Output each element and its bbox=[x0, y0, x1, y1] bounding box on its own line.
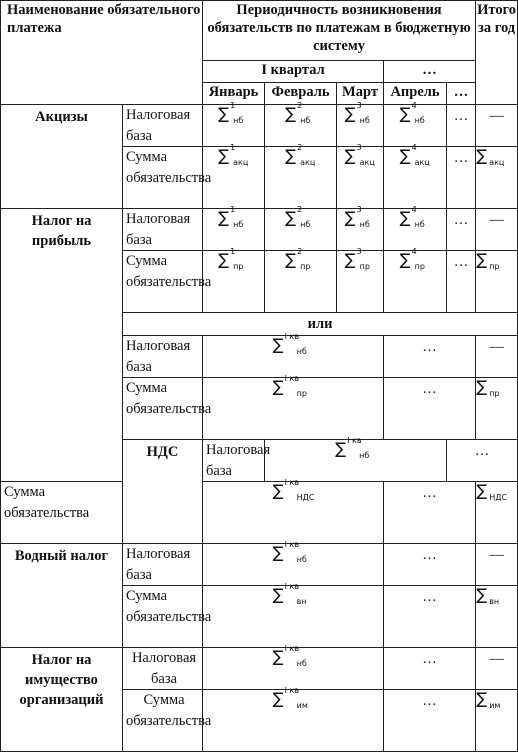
profit-sum-apr: ∑ 4 пр bbox=[384, 251, 447, 313]
profit-sum-feb: ∑ 2 пр bbox=[265, 251, 337, 313]
base-label-profit-q: Налоговая база bbox=[123, 336, 203, 378]
excise-base-total: — bbox=[476, 105, 518, 147]
base-label-profit: Налоговая база bbox=[123, 209, 203, 251]
water-q-base: ∑ I кв нб bbox=[203, 544, 384, 586]
sum-label-profit: Сумма обязательства bbox=[123, 251, 203, 313]
tax-name-water: Водный налог bbox=[1, 544, 123, 648]
base-label-property: Налоговая база bbox=[123, 648, 203, 690]
property-base-total: — bbox=[476, 648, 518, 690]
header-month-jan: Январь bbox=[203, 83, 265, 105]
header-quarter-1: I квартал bbox=[203, 61, 384, 83]
profit-sum-jan: ∑ 1 пр bbox=[203, 251, 265, 313]
property-sum-total: ∑ им bbox=[476, 690, 518, 752]
sum-label-property: Сумма обязательства bbox=[123, 690, 203, 752]
header-name: Наименование обязательного платежа bbox=[7, 2, 201, 36]
profit-q-sum: ∑ I кв пр bbox=[203, 378, 384, 440]
profit-base-jan: ∑ 1 нб bbox=[203, 209, 265, 251]
property-base-more: … bbox=[384, 648, 476, 690]
property-sum-more: … bbox=[384, 690, 476, 752]
base-label-excise: Налоговая база bbox=[123, 105, 203, 147]
profit-base-mar: ∑ 3 нб bbox=[337, 209, 384, 251]
sum-label-vat: Сумма обязательства bbox=[1, 482, 123, 544]
excise-sum-total: ∑ акц bbox=[476, 147, 518, 209]
vat-q-sum: ∑ I кв НДС bbox=[203, 482, 384, 544]
excise-sum-feb: ∑ 2 акц bbox=[265, 147, 337, 209]
tax-name-profit: Налог на прибыль bbox=[1, 209, 123, 482]
base-label-vat: Налоговая база bbox=[203, 440, 265, 482]
profit-q-sum-more: … bbox=[384, 378, 476, 440]
excise-sum-apr: ∑ 4 акц bbox=[384, 147, 447, 209]
profit-sum-more: … bbox=[447, 251, 476, 313]
water-base-total: — bbox=[476, 544, 518, 586]
vat-q-base: ∑ I кв нб bbox=[265, 440, 447, 482]
header-month-apr: Апрель bbox=[384, 83, 447, 105]
header-name-cell bbox=[1, 1, 203, 105]
excise-base-feb: ∑ 2 нб bbox=[265, 105, 337, 147]
vat-sum-more: … bbox=[384, 482, 476, 544]
or-separator: или bbox=[123, 313, 518, 336]
vat-sum-total: ∑ НДС bbox=[476, 482, 518, 544]
header-total: Итого за год bbox=[477, 2, 517, 36]
excise-sum-mar: ∑ 3 акц bbox=[337, 147, 384, 209]
water-sum-total: ∑ вн bbox=[476, 586, 518, 648]
profit-sum-mar: ∑ 3 пр bbox=[337, 251, 384, 313]
header-month-more: … bbox=[447, 83, 476, 105]
profit-base-feb: ∑ 2 нб bbox=[265, 209, 337, 251]
water-sum-more: … bbox=[384, 586, 476, 648]
header-quarter-more: … bbox=[384, 61, 476, 83]
profit-q-sum-total: ∑ пр bbox=[476, 378, 518, 440]
profit-q-base: ∑ I кв нб bbox=[203, 336, 384, 378]
header-month-feb: Февраль bbox=[265, 83, 337, 105]
property-q-sum: ∑ I кв им bbox=[203, 690, 384, 752]
header-month-mar: Март bbox=[337, 83, 384, 105]
profit-sum-total: ∑ пр bbox=[476, 251, 518, 313]
header-period-cell bbox=[203, 1, 476, 61]
vat-base-more: … bbox=[447, 440, 518, 482]
header-period: Периодичность возникновения обязательств по платежам в бюджетную систему bbox=[207, 2, 471, 54]
excise-sum-jan: ∑ 1 акц bbox=[203, 147, 265, 209]
profit-base-more: … bbox=[447, 209, 476, 251]
excise-sum-more: … bbox=[447, 147, 476, 209]
tax-name-property: Налог на имущество организаций bbox=[1, 648, 123, 752]
excise-base-apr: ∑ 4 нб bbox=[384, 105, 447, 147]
profit-base-apr: ∑ 4 нб bbox=[384, 209, 447, 251]
tax-name-vat: НДС bbox=[123, 440, 203, 544]
tax-name-excise: Акцизы bbox=[1, 105, 123, 209]
sum-label-excise: Сумма обязательства bbox=[123, 147, 203, 209]
header-total-cell bbox=[476, 1, 518, 105]
property-q-base: ∑ I кв нб bbox=[203, 648, 384, 690]
excise-base-more: … bbox=[447, 105, 476, 147]
water-base-more: … bbox=[384, 544, 476, 586]
sum-label-water: Сумма обязательства bbox=[123, 586, 203, 648]
base-label-water: Налоговая база bbox=[123, 544, 203, 586]
profit-q-base-more: … bbox=[384, 336, 476, 378]
excise-base-jan: ∑ 1 нб bbox=[203, 105, 265, 147]
excise-base-mar: ∑ 3 нб bbox=[337, 105, 384, 147]
profit-q-base-total: — bbox=[476, 336, 518, 378]
water-q-sum: ∑ I кв вн bbox=[203, 586, 384, 648]
sum-label-profit-q: Сумма обязательства bbox=[123, 378, 203, 440]
profit-base-total: — bbox=[476, 209, 518, 251]
